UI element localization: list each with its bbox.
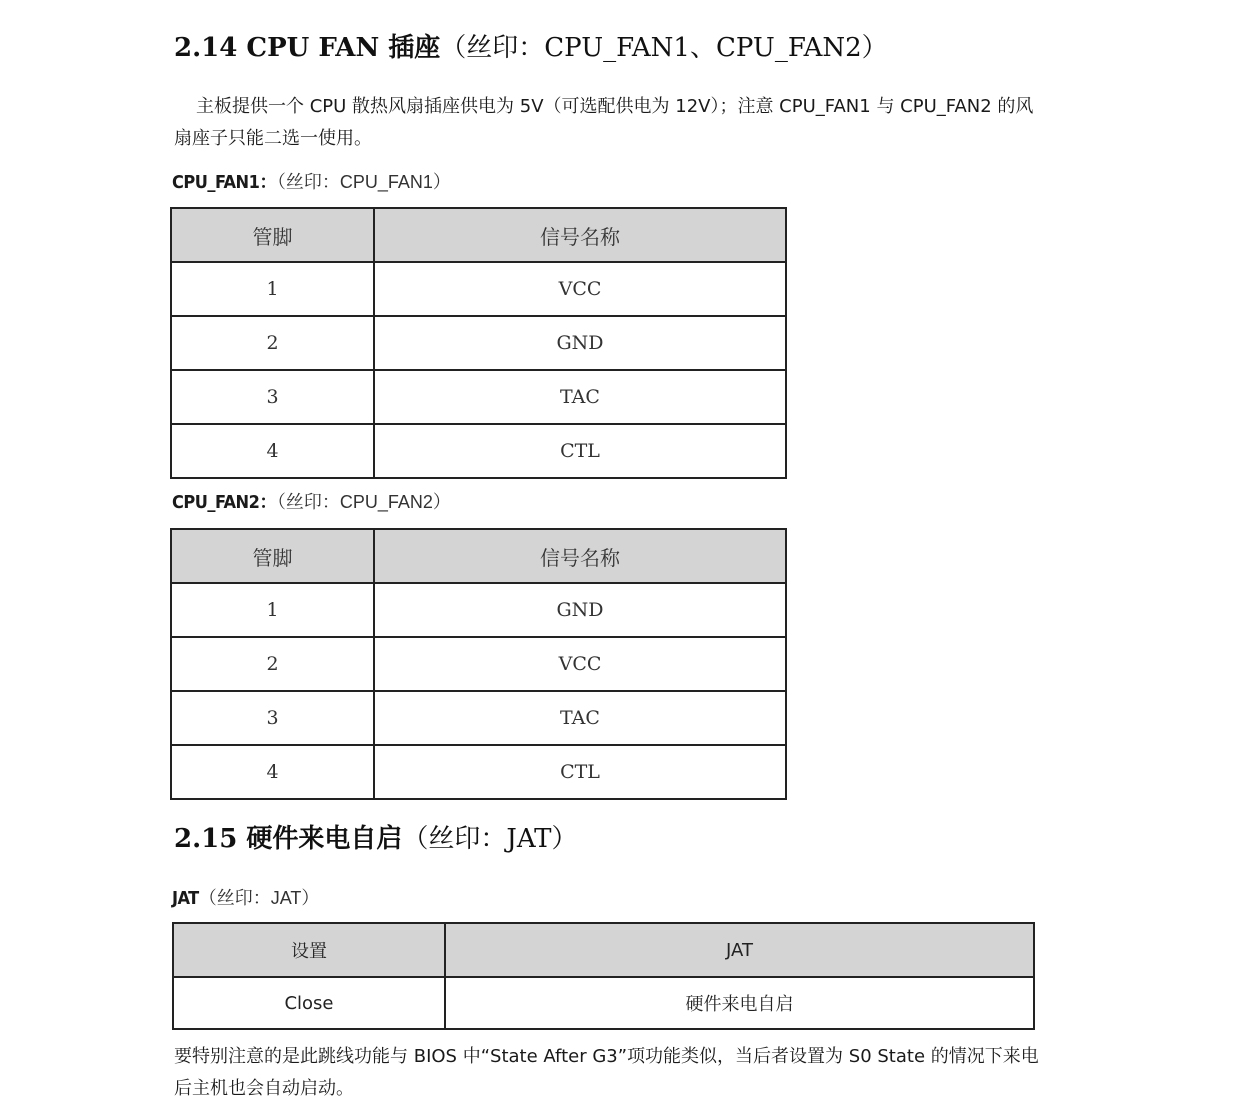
caption-label: CPU_FAN1： [172,172,277,193]
jat-caption [172,886,319,911]
setting-cell: Close [173,977,445,1029]
signal-cell: GND [374,316,786,370]
header-pin: 管脚 [171,208,374,262]
section-silk: （丝印：CPU_FAN1、CPU_FAN2） [440,33,888,63]
caption-silk: （丝印：JAT） [198,888,320,908]
header-setting: 设置 [173,923,445,977]
section-title: 2.15 硬件来电自启 [174,824,403,854]
pin-cell: 4 [171,745,374,799]
signal-cell: TAC [374,370,786,424]
jat-table [172,922,1035,1030]
cpu-fan2-table [170,528,787,800]
table-header-row [173,923,1034,977]
cpu-fan2-caption [172,490,451,515]
table-row [171,370,786,424]
table-row [171,745,786,799]
cpu-fan-description: 主板提供一个 CPU 散热风扇插座供电为 5V（可选配供电为 12V）；注意 CPU_FAN1 与 CPU_FAN2 的风扇座子只能二选一使用。 [174,96,1034,149]
caption-label: CPU_FAN2： [172,492,277,513]
signal-cell: VCC [374,262,786,316]
pin-cell: 2 [171,637,374,691]
caption-silk: （丝印：CPU_FAN2） [276,492,451,512]
jat-note: 要特别注意的是此跳线功能与 BIOS 中“State After G3”项功能类似，当后者设置为 S0 State 的情况下来电后主机也会自动启动。 [174,1046,1039,1099]
signal-cell: CTL [374,424,786,478]
caption-label: JAT [172,888,199,909]
caption-silk: （丝印：CPU_FAN1） [276,172,451,192]
table-row [171,316,786,370]
cpu-fan1-caption [172,170,451,195]
signal-cell: CTL [374,745,786,799]
pin-cell: 4 [171,424,374,478]
table-row [173,977,1034,1029]
table-header-row [171,529,786,583]
pin-cell: 2 [171,316,374,370]
table-header-row [171,208,786,262]
table-row [171,262,786,316]
table-row [171,424,786,478]
section-heading-2-15 [174,823,578,855]
section-title: 2.14 CPU FAN 插座 [174,33,441,63]
header-jat: JAT [445,923,1034,977]
header-pin: 管脚 [171,529,374,583]
pin-cell: 3 [171,370,374,424]
pin-cell: 1 [171,262,374,316]
section-heading-2-14 [174,32,888,64]
pin-cell: 3 [171,691,374,745]
pin-cell: 1 [171,583,374,637]
signal-cell: TAC [374,691,786,745]
section-silk: （丝印：JAT） [402,824,578,854]
table-row [171,583,786,637]
signal-cell: GND [374,583,786,637]
table-row [171,691,786,745]
header-signal: 信号名称 [374,529,786,583]
cpu-fan1-table [170,207,787,479]
table-row [171,637,786,691]
header-signal: 信号名称 [374,208,786,262]
signal-cell: VCC [374,637,786,691]
function-cell: 硬件来电自启 [445,977,1034,1029]
